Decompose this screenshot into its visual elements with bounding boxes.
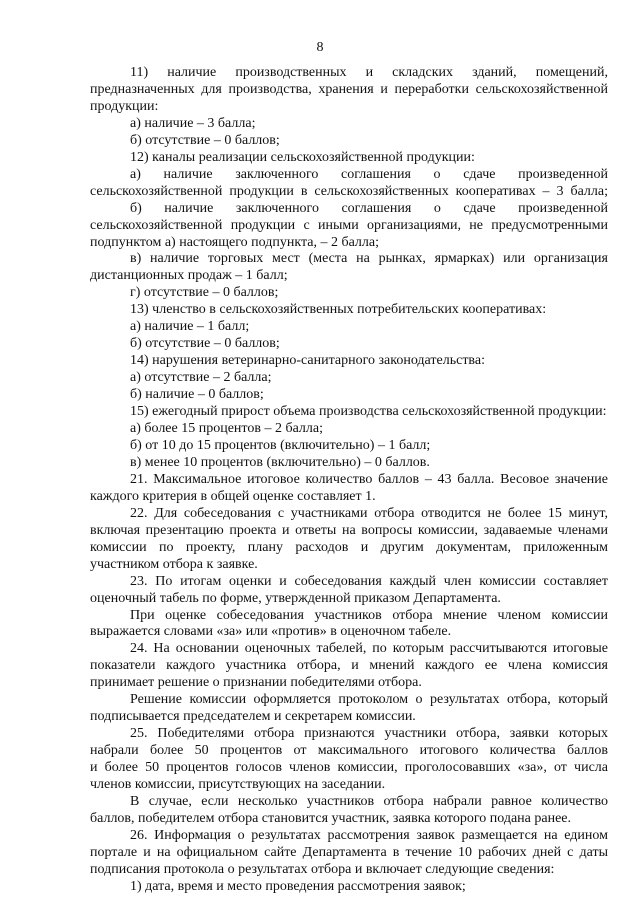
text-line: 21. Максимальное итоговое количество баллов – 43 балла. Весовое значение bbox=[130, 471, 608, 487]
text-line: 12) каналы реализации сельскохозяйственной продукции: bbox=[130, 149, 475, 165]
text-line: г) отсутствие – 0 баллов; bbox=[130, 285, 279, 301]
text-line: 15) ежегодный прирост объема производства сельскохозяйственной продукции: bbox=[130, 404, 607, 420]
page-number: 8 bbox=[316, 40, 324, 55]
text-line: подписания протокола о результатах отбора и включает следующие сведения: bbox=[90, 861, 555, 877]
text-line: 1) дата, время и место проведения рассмотрения заявок; bbox=[130, 878, 466, 894]
text-line: 13) членство в сельскохозяйственных потребительских кооперативах: bbox=[130, 302, 547, 318]
text-line: Решение комиссии оформляется протоколом о результатах отбора, который bbox=[130, 692, 608, 708]
text-line: подписывается председателем и секретарем комиссии. bbox=[90, 709, 416, 725]
text-line: 25. Победителями отбора признаются участники отбора, заявки которых bbox=[130, 726, 608, 742]
text-line: дистанционных продаж – 1 балл; bbox=[90, 268, 288, 284]
text-line: 14) нарушения ветеринарно-санитарного законодательства: bbox=[130, 353, 485, 369]
text-line: б) наличие заключенного соглашения о сдаче произведенной bbox=[130, 200, 608, 216]
text-line: в) наличие торговых мест (места на рынках, ярмарках) или организация bbox=[130, 251, 608, 267]
text-line: принимает решение о признании победителями отбора. bbox=[90, 675, 422, 691]
text-line: подпунктом а) настоящего подпункта, – 2 балла; bbox=[90, 234, 379, 250]
text-line: а) наличие – 3 балла; bbox=[130, 115, 256, 131]
text-line: б) наличие – 0 баллов; bbox=[130, 387, 264, 403]
text-line: 22. Для собеседования с участниками отбора отводится не более 15 минут, bbox=[130, 505, 608, 521]
text-line: а) более 15 процентов – 2 балла; bbox=[130, 421, 323, 437]
text-line: каждого критерия в общей оценке составляет 1. bbox=[90, 488, 376, 504]
text-line: При оценке собеседования участников отбора мнение членом комиссии bbox=[130, 607, 608, 623]
text-line: 26. Информация о результатах рассмотрения заявок размещается на едином bbox=[130, 827, 608, 843]
text-line: 11) наличие производственных и складских зданий, помещений, bbox=[130, 65, 608, 80]
text-line: участником отбора к заявке. bbox=[90, 556, 258, 572]
document-body bbox=[90, 65, 608, 896]
text-line: а) отсутствие – 2 балла; bbox=[130, 370, 272, 386]
text-line: комиссии по проекту, плану расходов и другим документам, приложенным bbox=[90, 539, 608, 555]
text-line: оценочный табель по форме, утвержденной приказом Департамента. bbox=[90, 590, 501, 606]
text-line: и более 50 процентов голосов членов комиссии, проголосовавших «за», от числа bbox=[90, 760, 608, 776]
text-line: б) отсутствие – 0 баллов; bbox=[130, 132, 280, 148]
text-line: б) от 10 до 15 процентов (включительно) – 1 балл; bbox=[130, 437, 431, 453]
text-line: включая презентацию проекта и ответы на вопросы комиссии, задаваемые членами bbox=[90, 522, 608, 538]
text-line: сельскохозяйственной продукции с иными организациями, не предусмотренными bbox=[90, 217, 608, 233]
text-line: членов комиссии, присутствующих на заседании. bbox=[90, 777, 386, 793]
text-line: 24. На основании оценочных табелей, по которым рассчитываются итоговые bbox=[130, 641, 608, 657]
text-line: б) отсутствие – 0 баллов; bbox=[130, 336, 280, 352]
text-line: а) наличие заключенного соглашения о сдаче произведенной bbox=[130, 166, 608, 182]
text-line: предназначенных для производства, хранения и переработки сельскохозяйственной bbox=[90, 81, 608, 97]
text-line: выражается словами «за» или «против» в оценочном табеле. bbox=[90, 624, 452, 640]
text-line: в) менее 10 процентов (включительно) – 0 баллов. bbox=[130, 454, 430, 470]
text-line: В случае, если несколько участников отбора набрали равное количество bbox=[130, 793, 608, 809]
text-line: сельскохозяйственной продукции в сельскохозяйственных кооперативах – 3 балла; bbox=[90, 183, 608, 199]
text-line: а) наличие – 1 балл; bbox=[130, 319, 250, 335]
text-line: баллов, победителем отбора становится участник, заявка которого подана ранее. bbox=[90, 810, 572, 826]
text-line: 23. По итогам оценки и собеседования каждый член комиссии составляет bbox=[130, 573, 608, 589]
text-line: показатели каждого участника отбора, и мнений каждого ее члена комиссия bbox=[90, 658, 608, 674]
text-line: продукции: bbox=[90, 98, 159, 114]
text-line: портале и на официальном сайте Департамента в течение 10 рабочих дней с даты bbox=[90, 844, 608, 860]
text-line: набрали более 50 процентов от максимального итогового количества баллов bbox=[90, 743, 608, 759]
